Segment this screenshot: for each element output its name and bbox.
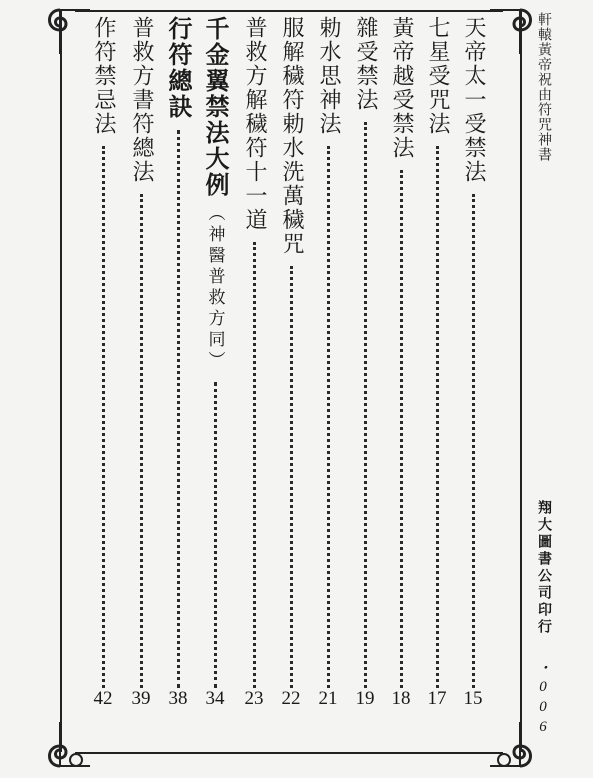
toc-entry-title: 雜受禁法 — [353, 16, 378, 112]
running-head: 軒轅黃帝祝由符咒神書 — [536, 12, 552, 162]
page-number: ・006 — [535, 660, 551, 739]
toc-entry-title: 七星受咒法 — [425, 16, 450, 136]
toc-entry[interactable] — [458, 16, 488, 692]
toc-entry-title: 千金翼禁法大例 — [201, 16, 230, 198]
toc-entry-title: 行符總訣 — [164, 16, 193, 120]
toc-entry-title: 普救方書符總法 — [129, 16, 154, 184]
corner-ornament-icon — [38, 722, 92, 776]
toc-entry-page: 18 — [391, 688, 411, 709]
toc-entry-page: 15 — [463, 688, 483, 709]
toc-entry-page: 23 — [244, 688, 264, 709]
toc-entry-page: 42 — [93, 688, 113, 709]
toc-entry-title: 天帝太一受禁法 — [461, 16, 486, 184]
toc-entry-page: 34 — [205, 688, 225, 709]
toc-entry[interactable] — [422, 16, 452, 692]
corner-ornament-icon — [38, 0, 92, 54]
dot-leader — [140, 194, 143, 688]
toc-entry-page: 17 — [427, 688, 447, 709]
toc-entry[interactable] — [88, 16, 118, 692]
toc-entry-title: 作符禁忌法 — [91, 16, 116, 136]
dot-leader — [327, 146, 330, 688]
toc-entry-title: 服解穢符勅水洗萬穢咒 — [279, 16, 304, 256]
toc-entry[interactable] — [200, 16, 230, 692]
dot-leader — [400, 170, 403, 688]
dot-leader — [364, 122, 367, 688]
dot-leader — [214, 382, 217, 688]
toc-entry-page: 19 — [355, 688, 375, 709]
border-bottom-rule — [75, 752, 503, 754]
border-top-rule — [75, 10, 503, 12]
toc-entry-title: 黃帝越受禁法 — [389, 16, 414, 160]
toc-entry[interactable] — [276, 16, 306, 692]
dot-leader — [102, 146, 105, 688]
toc-entry[interactable] — [163, 16, 193, 692]
toc-entry-page: 38 — [168, 688, 188, 709]
toc-entry-title: 普救方解穢符十一道 — [242, 16, 267, 232]
dot-leader — [290, 266, 293, 688]
dot-leader — [472, 194, 475, 688]
toc-entry[interactable] — [386, 16, 416, 692]
toc-entry-title: 勅水思神法 — [316, 16, 341, 136]
toc-entry[interactable] — [239, 16, 269, 692]
toc-entry-page: 39 — [131, 688, 151, 709]
toc-entry[interactable] — [350, 16, 380, 692]
toc-entry-note: （神醫普救方同） — [204, 204, 225, 372]
toc-entry[interactable] — [126, 16, 156, 692]
publisher-imprint: 翔大圖書公司印行 — [536, 500, 552, 636]
dot-leader — [253, 242, 256, 688]
toc-entry-page: 22 — [281, 688, 301, 709]
toc-entry-page: 21 — [318, 688, 338, 709]
toc-entry[interactable] — [313, 16, 343, 692]
dot-leader — [177, 130, 180, 688]
dot-leader — [436, 146, 439, 688]
